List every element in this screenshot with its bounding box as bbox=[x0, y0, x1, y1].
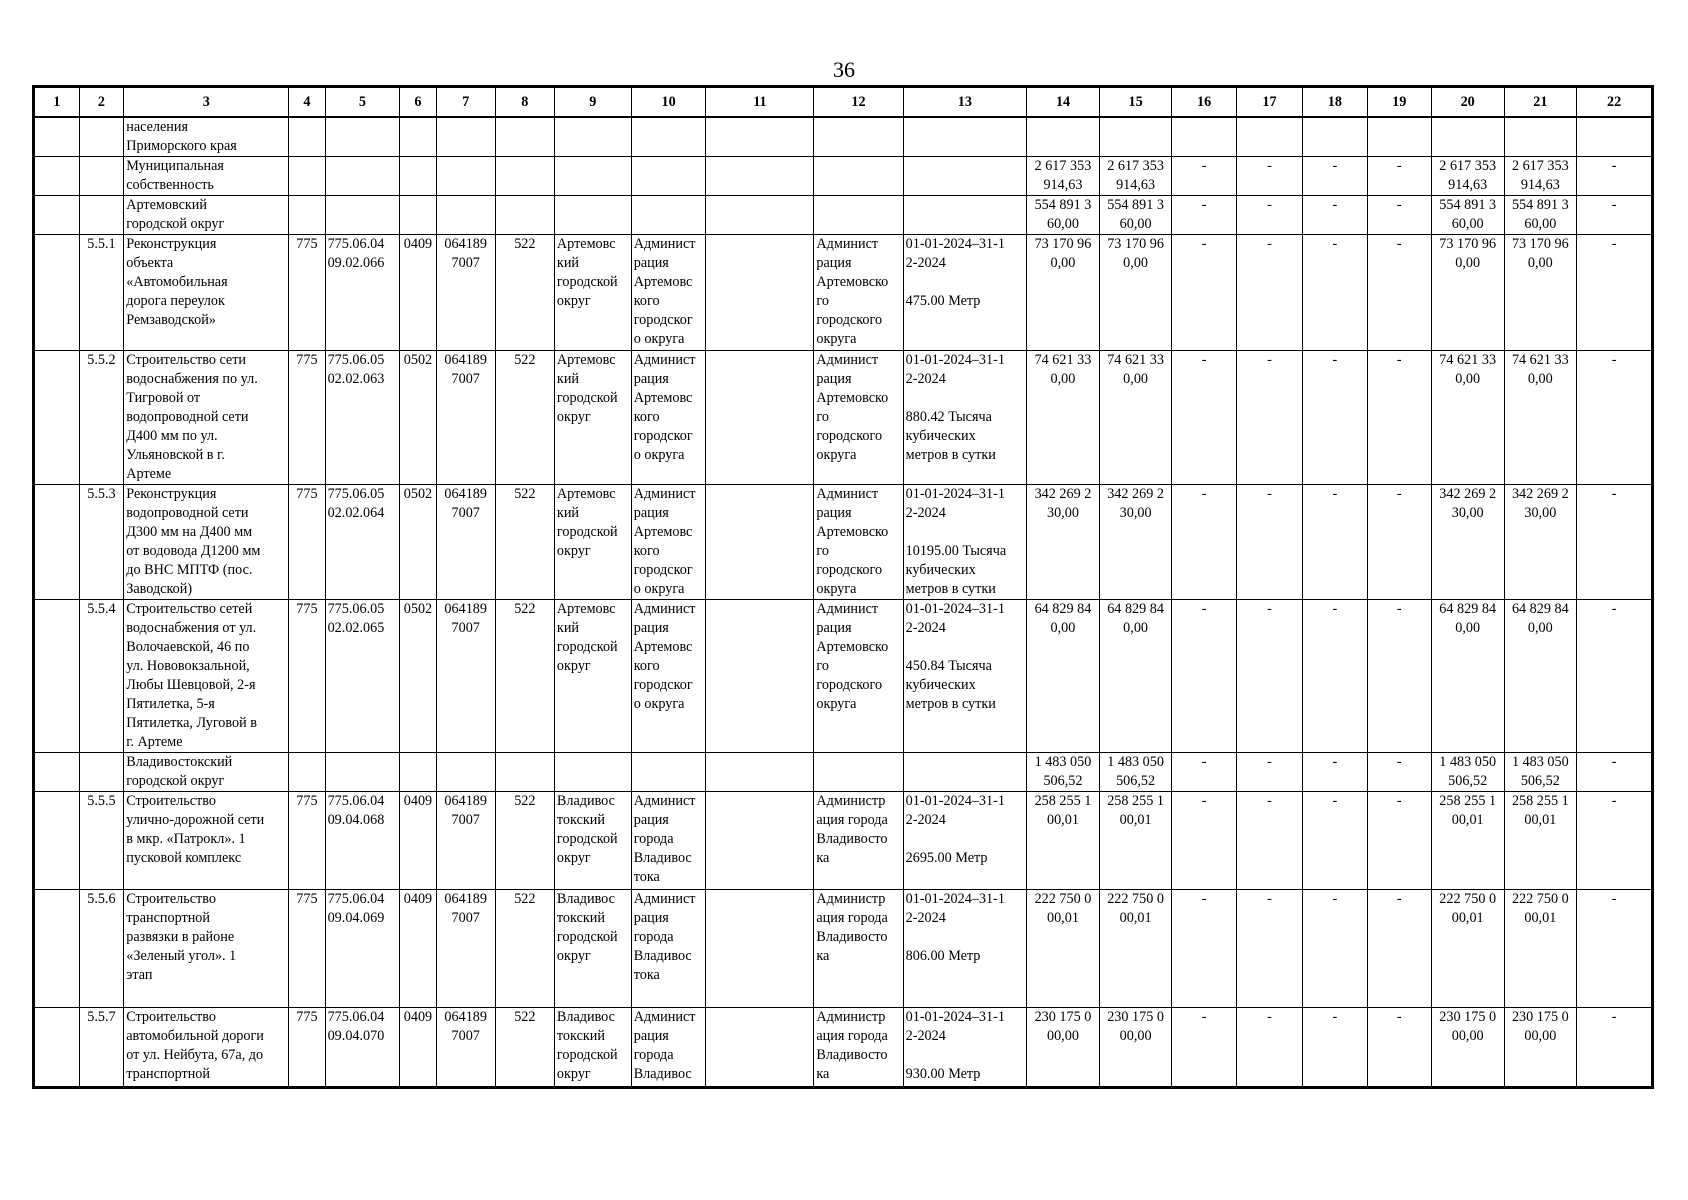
customer bbox=[631, 117, 706, 157]
amount-total: 74 621 33 0,00 bbox=[1027, 351, 1100, 485]
amount-col21: 554 891 3 60,00 bbox=[1504, 196, 1577, 235]
amount-col20: 73 170 96 0,00 bbox=[1431, 235, 1504, 351]
code-section bbox=[400, 117, 436, 157]
table-row bbox=[35, 117, 1652, 157]
object-name: Строительство автомобильной дороги от ул. Нейбута, 67а, до транспортной bbox=[124, 1008, 289, 1087]
amount-col22: - bbox=[1577, 890, 1652, 1008]
amount-col16: - bbox=[1172, 485, 1236, 600]
row-number: 5.5.7 bbox=[79, 1008, 124, 1087]
amount-col22: - bbox=[1577, 600, 1652, 753]
municipality: Артемовс кий городской округ bbox=[554, 600, 631, 753]
code-expense: 522 bbox=[495, 890, 554, 1008]
amount-col17: - bbox=[1236, 753, 1302, 792]
row-number: 5.5.5 bbox=[79, 792, 124, 890]
table-row bbox=[35, 351, 1652, 485]
amount-col20: 258 255 1 00,01 bbox=[1431, 792, 1504, 890]
amount-col16: - bbox=[1172, 753, 1236, 792]
row-cell-col1 bbox=[35, 753, 80, 792]
amount-col16: - bbox=[1172, 890, 1236, 1008]
amount-col20: 222 750 0 00,01 bbox=[1431, 890, 1504, 1008]
amount-col21: 74 621 33 0,00 bbox=[1504, 351, 1577, 485]
amount-col20: 74 621 33 0,00 bbox=[1431, 351, 1504, 485]
row-number: 5.5.6 bbox=[79, 890, 124, 1008]
object-name: Муниципальная собственность bbox=[124, 157, 289, 196]
column-header: 11 bbox=[706, 88, 814, 118]
amount-col15: 342 269 2 30,00 bbox=[1099, 485, 1172, 600]
column-header: 3 bbox=[124, 88, 289, 118]
code-expense: 522 bbox=[495, 485, 554, 600]
code-grbs: 775 bbox=[289, 1008, 325, 1087]
period-capacity: 01-01-2024–31-1 2-2024 450.84 Тысяча кубических метров в сутки bbox=[903, 600, 1027, 753]
developer: Админист рация Артемовско го городского округа bbox=[814, 351, 903, 485]
code-object: 775.06.04 09.04.069 bbox=[325, 890, 400, 1008]
amount-col16: - bbox=[1172, 351, 1236, 485]
column-header: 16 bbox=[1172, 88, 1236, 118]
period-capacity: 01-01-2024–31-1 2-2024 880.42 Тысяча кубических метров в сутки bbox=[903, 351, 1027, 485]
period-capacity bbox=[903, 117, 1027, 157]
amount-col19: - bbox=[1367, 485, 1431, 600]
amount-col18: - bbox=[1303, 600, 1367, 753]
period-capacity bbox=[903, 753, 1027, 792]
amount-col22: - bbox=[1577, 1008, 1652, 1087]
cell-col11 bbox=[706, 485, 814, 600]
column-header: 19 bbox=[1367, 88, 1431, 118]
object-name: Строительство транспортной развязки в районе «Зеленый угол». 1 этап bbox=[124, 890, 289, 1008]
object-name: Реконструкция объекта «Автомобильная дорога переулок Ремзаводской» bbox=[124, 235, 289, 351]
amount-col18: - bbox=[1303, 235, 1367, 351]
amount-col15: 554 891 3 60,00 bbox=[1099, 196, 1172, 235]
row-cell-col1 bbox=[35, 351, 80, 485]
developer: Админист рация Артемовско го городского округа bbox=[814, 485, 903, 600]
amount-col18 bbox=[1303, 117, 1367, 157]
code-target: 064189 7007 bbox=[436, 1008, 495, 1087]
amount-col16: - bbox=[1172, 157, 1236, 196]
amount-col21: 1 483 050 506,52 bbox=[1504, 753, 1577, 792]
amount-col19 bbox=[1367, 117, 1431, 157]
amount-col19: - bbox=[1367, 600, 1431, 753]
code-target: 064189 7007 bbox=[436, 351, 495, 485]
code-grbs: 775 bbox=[289, 600, 325, 753]
code-target bbox=[436, 753, 495, 792]
code-section bbox=[400, 157, 436, 196]
code-object bbox=[325, 157, 400, 196]
amount-col21: 64 829 84 0,00 bbox=[1504, 600, 1577, 753]
code-expense: 522 bbox=[495, 235, 554, 351]
code-section: 0502 bbox=[400, 600, 436, 753]
amount-col22: - bbox=[1577, 235, 1652, 351]
developer: Админист рация Артемовско го городского округа bbox=[814, 600, 903, 753]
amount-col20: 2 617 353 914,63 bbox=[1431, 157, 1504, 196]
column-header: 7 bbox=[436, 88, 495, 118]
amount-col22: - bbox=[1577, 351, 1652, 485]
code-target bbox=[436, 196, 495, 235]
amount-col16: - bbox=[1172, 600, 1236, 753]
amount-col19: - bbox=[1367, 351, 1431, 485]
amount-col15: 64 829 84 0,00 bbox=[1099, 600, 1172, 753]
developer bbox=[814, 157, 903, 196]
table-row bbox=[35, 235, 1652, 351]
row-cell-col1 bbox=[35, 792, 80, 890]
row-cell-col1 bbox=[35, 117, 80, 157]
column-header: 17 bbox=[1236, 88, 1302, 118]
code-section: 0502 bbox=[400, 351, 436, 485]
amount-total: 258 255 1 00,01 bbox=[1027, 792, 1100, 890]
amount-col16 bbox=[1172, 117, 1236, 157]
amount-col17: - bbox=[1236, 890, 1302, 1008]
amount-col21: 73 170 96 0,00 bbox=[1504, 235, 1577, 351]
amount-col17 bbox=[1236, 117, 1302, 157]
row-number: 5.5.2 bbox=[79, 351, 124, 485]
code-grbs bbox=[289, 117, 325, 157]
customer: Админист рация Артемовс кого городског о округа bbox=[631, 351, 706, 485]
column-header: 2 bbox=[79, 88, 124, 118]
column-header: 9 bbox=[554, 88, 631, 118]
amount-col21: 222 750 0 00,01 bbox=[1504, 890, 1577, 1008]
amount-col16: - bbox=[1172, 1008, 1236, 1087]
row-number bbox=[79, 117, 124, 157]
amount-col18: - bbox=[1303, 1008, 1367, 1087]
amount-col19: - bbox=[1367, 890, 1431, 1008]
amount-total: 2 617 353 914,63 bbox=[1027, 157, 1100, 196]
column-header: 21 bbox=[1504, 88, 1577, 118]
table-row bbox=[35, 157, 1652, 196]
amount-col18: - bbox=[1303, 890, 1367, 1008]
code-grbs: 775 bbox=[289, 485, 325, 600]
developer: Админист рация Артемовско го городского округа bbox=[814, 235, 903, 351]
row-number bbox=[79, 753, 124, 792]
municipality: Владивос токский городской округ bbox=[554, 792, 631, 890]
amount-col15: 230 175 0 00,00 bbox=[1099, 1008, 1172, 1087]
cell-col11 bbox=[706, 1008, 814, 1087]
object-name: Артемовский городской округ bbox=[124, 196, 289, 235]
cell-col11 bbox=[706, 157, 814, 196]
period-capacity bbox=[903, 196, 1027, 235]
amount-col17: - bbox=[1236, 351, 1302, 485]
amount-col21: 258 255 1 00,01 bbox=[1504, 792, 1577, 890]
amount-col18: - bbox=[1303, 792, 1367, 890]
cell-col11 bbox=[706, 753, 814, 792]
amount-col15 bbox=[1099, 117, 1172, 157]
cell-col11 bbox=[706, 117, 814, 157]
row-cell-col1 bbox=[35, 235, 80, 351]
municipality: Артемовс кий городской округ bbox=[554, 351, 631, 485]
code-target: 064189 7007 bbox=[436, 600, 495, 753]
column-header: 12 bbox=[814, 88, 903, 118]
amount-col20: 230 175 0 00,00 bbox=[1431, 1008, 1504, 1087]
code-object bbox=[325, 753, 400, 792]
amount-col20: 554 891 3 60,00 bbox=[1431, 196, 1504, 235]
code-target bbox=[436, 157, 495, 196]
column-header: 22 bbox=[1577, 88, 1652, 118]
code-object: 775.06.04 09.02.066 bbox=[325, 235, 400, 351]
row-cell-col1 bbox=[35, 890, 80, 1008]
customer: Админист рация города Владивос bbox=[631, 1008, 706, 1087]
code-object: 775.06.05 02.02.063 bbox=[325, 351, 400, 485]
amount-col20: 1 483 050 506,52 bbox=[1431, 753, 1504, 792]
code-object: 775.06.05 02.02.064 bbox=[325, 485, 400, 600]
customer bbox=[631, 157, 706, 196]
code-section bbox=[400, 196, 436, 235]
code-target: 064189 7007 bbox=[436, 235, 495, 351]
amount-col17: - bbox=[1236, 485, 1302, 600]
code-object bbox=[325, 196, 400, 235]
customer: Админист рация Артемовс кого городског о округа bbox=[631, 485, 706, 600]
code-target: 064189 7007 bbox=[436, 792, 495, 890]
code-expense: 522 bbox=[495, 351, 554, 485]
cell-col11 bbox=[706, 600, 814, 753]
customer: Админист рация Артемовс кого городског о округа bbox=[631, 235, 706, 351]
code-expense: 522 bbox=[495, 792, 554, 890]
code-grbs bbox=[289, 157, 325, 196]
code-expense: 522 bbox=[495, 1008, 554, 1087]
row-cell-col1 bbox=[35, 1008, 80, 1087]
developer: Администр ация города Владивосто ка bbox=[814, 1008, 903, 1087]
cell-col11 bbox=[706, 235, 814, 351]
amount-col18: - bbox=[1303, 351, 1367, 485]
amount-total: 73 170 96 0,00 bbox=[1027, 235, 1100, 351]
object-name: Реконструкция водопроводной сети Д300 мм на Д400 мм от водовода Д1200 мм до ВНС МПТФ (пос. Заводской) bbox=[124, 485, 289, 600]
amount-col18: - bbox=[1303, 157, 1367, 196]
column-header: 1 bbox=[35, 88, 80, 118]
amount-col15: 258 255 1 00,01 bbox=[1099, 792, 1172, 890]
row-number: 5.5.1 bbox=[79, 235, 124, 351]
amount-col22: - bbox=[1577, 196, 1652, 235]
amount-total: 222 750 0 00,01 bbox=[1027, 890, 1100, 1008]
page-number: 36 bbox=[833, 57, 855, 82]
column-header: 4 bbox=[289, 88, 325, 118]
period-capacity: 01-01-2024–31-1 2-2024 10195.00 Тысяча кубических метров в сутки bbox=[903, 485, 1027, 600]
table-row bbox=[35, 753, 1652, 792]
table-row bbox=[35, 890, 1652, 1008]
amount-total: 1 483 050 506,52 bbox=[1027, 753, 1100, 792]
code-grbs: 775 bbox=[289, 235, 325, 351]
code-object: 775.06.04 09.04.068 bbox=[325, 792, 400, 890]
customer bbox=[631, 753, 706, 792]
amount-col15: 2 617 353 914,63 bbox=[1099, 157, 1172, 196]
column-header: 8 bbox=[495, 88, 554, 118]
amount-col17: - bbox=[1236, 792, 1302, 890]
row-cell-col1 bbox=[35, 157, 80, 196]
period-capacity bbox=[903, 157, 1027, 196]
amount-col18: - bbox=[1303, 753, 1367, 792]
amount-total: 554 891 3 60,00 bbox=[1027, 196, 1100, 235]
code-section: 0409 bbox=[400, 235, 436, 351]
amount-col17: - bbox=[1236, 157, 1302, 196]
customer: Админист рация города Владивос тока bbox=[631, 792, 706, 890]
code-object: 775.06.05 02.02.065 bbox=[325, 600, 400, 753]
period-capacity: 01-01-2024–31-1 2-2024 806.00 Метр bbox=[903, 890, 1027, 1008]
column-header: 6 bbox=[400, 88, 436, 118]
amount-col19: - bbox=[1367, 1008, 1431, 1087]
municipality bbox=[554, 196, 631, 235]
amount-col15: 222 750 0 00,01 bbox=[1099, 890, 1172, 1008]
amount-col19: - bbox=[1367, 196, 1431, 235]
amount-col15: 73 170 96 0,00 bbox=[1099, 235, 1172, 351]
amount-col21: 230 175 0 00,00 bbox=[1504, 1008, 1577, 1087]
amount-col16: - bbox=[1172, 792, 1236, 890]
period-capacity: 01-01-2024–31-1 2-2024 930.00 Метр bbox=[903, 1008, 1027, 1087]
amount-col20: 342 269 2 30,00 bbox=[1431, 485, 1504, 600]
row-number bbox=[79, 196, 124, 235]
amount-col21: 2 617 353 914,63 bbox=[1504, 157, 1577, 196]
cell-col11 bbox=[706, 196, 814, 235]
row-number: 5.5.3 bbox=[79, 485, 124, 600]
amount-col22: - bbox=[1577, 485, 1652, 600]
amount-col20 bbox=[1431, 117, 1504, 157]
code-grbs: 775 bbox=[289, 890, 325, 1008]
code-section: 0502 bbox=[400, 485, 436, 600]
code-section: 0409 bbox=[400, 890, 436, 1008]
amount-col19: - bbox=[1367, 157, 1431, 196]
developer: Администр ация города Владивосто ка bbox=[814, 890, 903, 1008]
code-object: 775.06.04 09.04.070 bbox=[325, 1008, 400, 1087]
table-row bbox=[35, 485, 1652, 600]
municipality bbox=[554, 117, 631, 157]
customer bbox=[631, 196, 706, 235]
municipality bbox=[554, 753, 631, 792]
amount-col17: - bbox=[1236, 600, 1302, 753]
code-target: 064189 7007 bbox=[436, 890, 495, 1008]
row-number bbox=[79, 157, 124, 196]
budget-table bbox=[34, 87, 1652, 1087]
column-header: 15 bbox=[1099, 88, 1172, 118]
column-header: 18 bbox=[1303, 88, 1367, 118]
column-header: 10 bbox=[631, 88, 706, 118]
amount-total: 64 829 84 0,00 bbox=[1027, 600, 1100, 753]
code-grbs bbox=[289, 753, 325, 792]
object-name: Строительство улично-дорожной сети в мкр. «Патрокл». 1 пусковой комплекс bbox=[124, 792, 289, 890]
code-section: 0409 bbox=[400, 1008, 436, 1087]
amount-col22 bbox=[1577, 117, 1652, 157]
amount-col22: - bbox=[1577, 753, 1652, 792]
object-name: Владивостокский городской округ bbox=[124, 753, 289, 792]
column-header: 20 bbox=[1431, 88, 1504, 118]
code-section bbox=[400, 753, 436, 792]
developer bbox=[814, 753, 903, 792]
amount-col15: 74 621 33 0,00 bbox=[1099, 351, 1172, 485]
municipality: Владивос токский городской округ bbox=[554, 1008, 631, 1087]
amount-col21: 342 269 2 30,00 bbox=[1504, 485, 1577, 600]
header-row bbox=[35, 88, 1652, 118]
amount-col19: - bbox=[1367, 792, 1431, 890]
table-row bbox=[35, 1008, 1652, 1087]
row-cell-col1 bbox=[35, 485, 80, 600]
cell-col11 bbox=[706, 792, 814, 890]
code-grbs: 775 bbox=[289, 792, 325, 890]
amount-col22: - bbox=[1577, 157, 1652, 196]
amount-col19: - bbox=[1367, 235, 1431, 351]
code-expense bbox=[495, 753, 554, 792]
amount-col21 bbox=[1504, 117, 1577, 157]
customer: Админист рация города Владивос тока bbox=[631, 890, 706, 1008]
code-expense bbox=[495, 196, 554, 235]
object-name: населения Приморского края bbox=[124, 117, 289, 157]
municipality: Владивос токский городской округ bbox=[554, 890, 631, 1008]
municipality: Артемовс кий городской округ bbox=[554, 485, 631, 600]
code-expense: 522 bbox=[495, 600, 554, 753]
amount-col19: - bbox=[1367, 753, 1431, 792]
amount-col20: 64 829 84 0,00 bbox=[1431, 600, 1504, 753]
code-section: 0409 bbox=[400, 792, 436, 890]
object-name: Строительство сетей водоснабжения от ул. Волочаевской, 46 по ул. Нововокзальной, Любы Шевцовой, 2-я Пятилетка, 5-я Пятилетка, Луговой в г. Артеме bbox=[124, 600, 289, 753]
amount-col16: - bbox=[1172, 235, 1236, 351]
code-object bbox=[325, 117, 400, 157]
code-grbs: 775 bbox=[289, 351, 325, 485]
municipality: Артемовс кий городской округ bbox=[554, 235, 631, 351]
amount-col17: - bbox=[1236, 196, 1302, 235]
code-expense bbox=[495, 117, 554, 157]
developer bbox=[814, 117, 903, 157]
table-row bbox=[35, 792, 1652, 890]
period-capacity: 01-01-2024–31-1 2-2024 475.00 Метр bbox=[903, 235, 1027, 351]
table-row bbox=[35, 600, 1652, 753]
amount-col18: - bbox=[1303, 485, 1367, 600]
column-header: 13 bbox=[903, 88, 1027, 118]
row-cell-col1 bbox=[35, 196, 80, 235]
row-number: 5.5.4 bbox=[79, 600, 124, 753]
cell-col11 bbox=[706, 351, 814, 485]
developer bbox=[814, 196, 903, 235]
municipality bbox=[554, 157, 631, 196]
amount-col17: - bbox=[1236, 1008, 1302, 1087]
object-name: Строительство сети водоснабжения по ул. Тигровой от водопроводной сети Д400 мм по ул. Ульяновской в г. Артеме bbox=[124, 351, 289, 485]
period-capacity: 01-01-2024–31-1 2-2024 2695.00 Метр bbox=[903, 792, 1027, 890]
amount-total bbox=[1027, 117, 1100, 157]
code-target: 064189 7007 bbox=[436, 485, 495, 600]
code-target bbox=[436, 117, 495, 157]
column-header: 5 bbox=[325, 88, 400, 118]
customer: Админист рация Артемовс кого городског о округа bbox=[631, 600, 706, 753]
code-expense bbox=[495, 157, 554, 196]
table-row bbox=[35, 196, 1652, 235]
amount-col17: - bbox=[1236, 235, 1302, 351]
amount-col22: - bbox=[1577, 792, 1652, 890]
row-cell-col1 bbox=[35, 600, 80, 753]
amount-total: 342 269 2 30,00 bbox=[1027, 485, 1100, 600]
amount-col18: - bbox=[1303, 196, 1367, 235]
cell-col11 bbox=[706, 890, 814, 1008]
developer: Администр ация города Владивосто ка bbox=[814, 792, 903, 890]
amount-col16: - bbox=[1172, 196, 1236, 235]
amount-total: 230 175 0 00,00 bbox=[1027, 1008, 1100, 1087]
code-grbs bbox=[289, 196, 325, 235]
column-header: 14 bbox=[1027, 88, 1100, 118]
amount-col15: 1 483 050 506,52 bbox=[1099, 753, 1172, 792]
